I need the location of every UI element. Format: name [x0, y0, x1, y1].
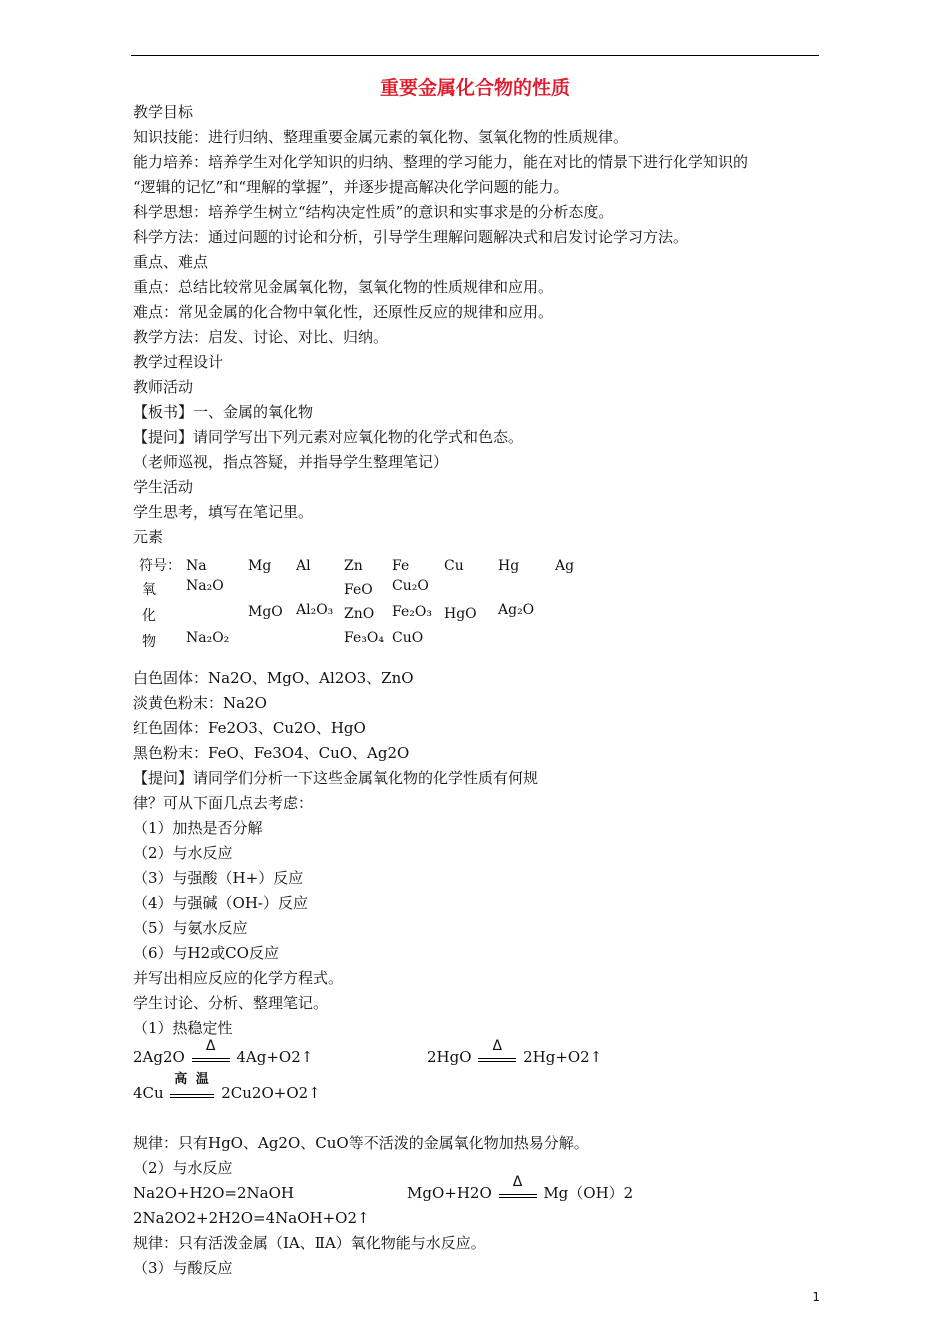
text-line: （1）加热是否分解: [133, 819, 263, 837]
text-line: （老师巡视，指点答疑，并指导学生整理笔记）: [133, 453, 449, 471]
text-line: 教学过程设计: [133, 353, 224, 371]
text-line: 学生活动: [133, 478, 194, 496]
text-line: 科学方法：通过问题的讨论和分析，引导学生理解问题解决式和启发讨论学习方法。: [133, 228, 689, 246]
text-line: 【提问】请同学们分析一下这些金属氧化物的化学性质有何规: [133, 769, 539, 787]
page-title: 重要金属化合物的性质: [379, 77, 570, 99]
oxide-cell: Na₂O₂: [186, 630, 230, 646]
equation: 2Ag2O Δ 4Ag+O2↑: [133, 1038, 314, 1066]
symbol-cell: Mg: [248, 558, 272, 574]
equation-row-1: [133, 1038, 823, 1075]
text-line: 【板书】一、金属的氧化物: [133, 403, 314, 421]
symbol-cell: Al: [296, 558, 311, 574]
text-line: “逻辑的记忆”和“理解的掌握”，并逐步提高解决化学问题的能力。: [133, 178, 569, 196]
equation: Na2O+H2O=2NaOH: [133, 1184, 294, 1202]
symbol-cell: Fe: [392, 558, 410, 574]
text-line: 知识技能：进行归纳、整理重要金属元素的氧化物、氢氧化物的性质规律。: [133, 128, 629, 146]
text-line: 科学思想：培养学生树立“结构决定性质”的意识和实事求是的分析态度。: [133, 203, 614, 221]
oxide-cell: MgO: [248, 604, 283, 620]
text-line: 淡黄色粉末：Na2O: [133, 694, 267, 712]
heat-condition: Δ: [478, 1048, 516, 1068]
text-line: 【提问】请同学写出下列元素对应氧化物的化学式和色态。: [133, 428, 524, 446]
symbol-cell: Cu: [444, 558, 464, 574]
oxide-cell: FeO: [344, 582, 373, 598]
oxide-cell: ZnO: [344, 606, 375, 622]
text-line: 教学目标: [133, 103, 194, 121]
text-line: 元素: [133, 528, 164, 546]
high-temperature-condition: 高 温: [170, 1084, 214, 1104]
oxide-cell: HgO: [444, 606, 477, 622]
text-line: （6）与H2或CO反应: [133, 944, 279, 962]
text-line: （4）与强碱（OH-）反应: [133, 894, 308, 912]
text-line: 学生思考，填写在笔记里。: [133, 503, 314, 521]
text-line: 白色固体：Na2O、MgO、Al2O3、ZnO: [133, 669, 414, 687]
equation: 2Na2O2+2H2O=4NaOH+O2↑: [133, 1209, 370, 1227]
text-line: 规律：只有HgO、Ag2O、CuO等不活泼的金属氧化物加热易分解。: [133, 1134, 589, 1152]
text-line: 能力培养：培养学生对化学知识的归纳、整理的学习能力，能在对比的情景下进行化学知识的: [133, 153, 749, 171]
symbol-cell: Hg: [498, 558, 520, 574]
text-line: 黑色粉末：FeO、Fe3O4、CuO、Ag2O: [133, 744, 410, 762]
oxide-cell: CuO: [392, 630, 424, 646]
oxide-table: [133, 554, 823, 666]
text-line: （3）与酸反应: [133, 1259, 233, 1277]
document-body: [133, 100, 823, 1281]
text-line: （2）与水反应: [133, 844, 233, 862]
text-line: （1）热稳定性: [133, 1019, 233, 1037]
header-rule: [131, 55, 819, 56]
heat-condition: Δ: [499, 1184, 537, 1204]
row-label: 化: [142, 608, 156, 624]
symbol-cell: Zn: [344, 558, 363, 574]
oxide-cell: Cu₂O: [392, 578, 429, 594]
oxide-cell: Ag₂O: [498, 602, 535, 618]
text-line: 教师活动: [133, 378, 194, 396]
equation: 2HgO Δ 2Hg+O2↑: [427, 1038, 603, 1066]
oxide-cell: Fe₂O₃: [392, 604, 432, 620]
oxide-cell: Al₂O₃: [296, 602, 334, 618]
text-line: （3）与强酸（H+）反应: [133, 869, 304, 887]
text-line: （5）与氨水反应: [133, 919, 248, 937]
text-line: （2）与水反应: [133, 1159, 233, 1177]
text-line: 教学方法：启发、讨论、对比、归纳。: [133, 328, 389, 346]
text-line: 学生讨论、分析、整理笔记。: [133, 994, 329, 1012]
text-line: 重点、难点: [133, 253, 209, 271]
row-label-symbol: 符号：: [139, 558, 181, 574]
oxide-cell: Na₂O: [186, 578, 224, 594]
text-line: 难点：常见金属的化合物中氧化性，还原性反应的规律和应用。: [133, 303, 554, 321]
text-line: 规律：只有活泼金属（ⅠA、ⅡA）氧化物能与水反应。: [133, 1234, 486, 1252]
symbol-cell: Ag: [555, 558, 575, 574]
equation: 4Cu 高 温 2Cu2O+O2↑: [133, 1072, 321, 1102]
page-number: 1: [812, 1290, 820, 1304]
equation-row-2: [133, 1072, 823, 1115]
equation-row-3: [133, 1174, 823, 1206]
equation: MgO+H2O Δ Mg（OH）2: [407, 1174, 634, 1202]
oxide-cell: Fe₃O₄: [344, 630, 384, 646]
text-line: 红色固体：Fe2O3、Cu2O、HgO: [133, 719, 366, 737]
row-label: 物: [142, 634, 156, 650]
heat-condition: Δ: [192, 1048, 230, 1068]
text-line: 律？可从下面几点去考虑：: [133, 794, 314, 812]
symbol-cell: Na: [186, 558, 207, 574]
text-line: 并写出相应反应的化学方程式。: [133, 969, 344, 987]
text-line: 重点：总结比较常见金属氧化物，氢氧化物的性质规律和应用。: [133, 278, 554, 296]
row-label: 氧: [142, 582, 156, 598]
